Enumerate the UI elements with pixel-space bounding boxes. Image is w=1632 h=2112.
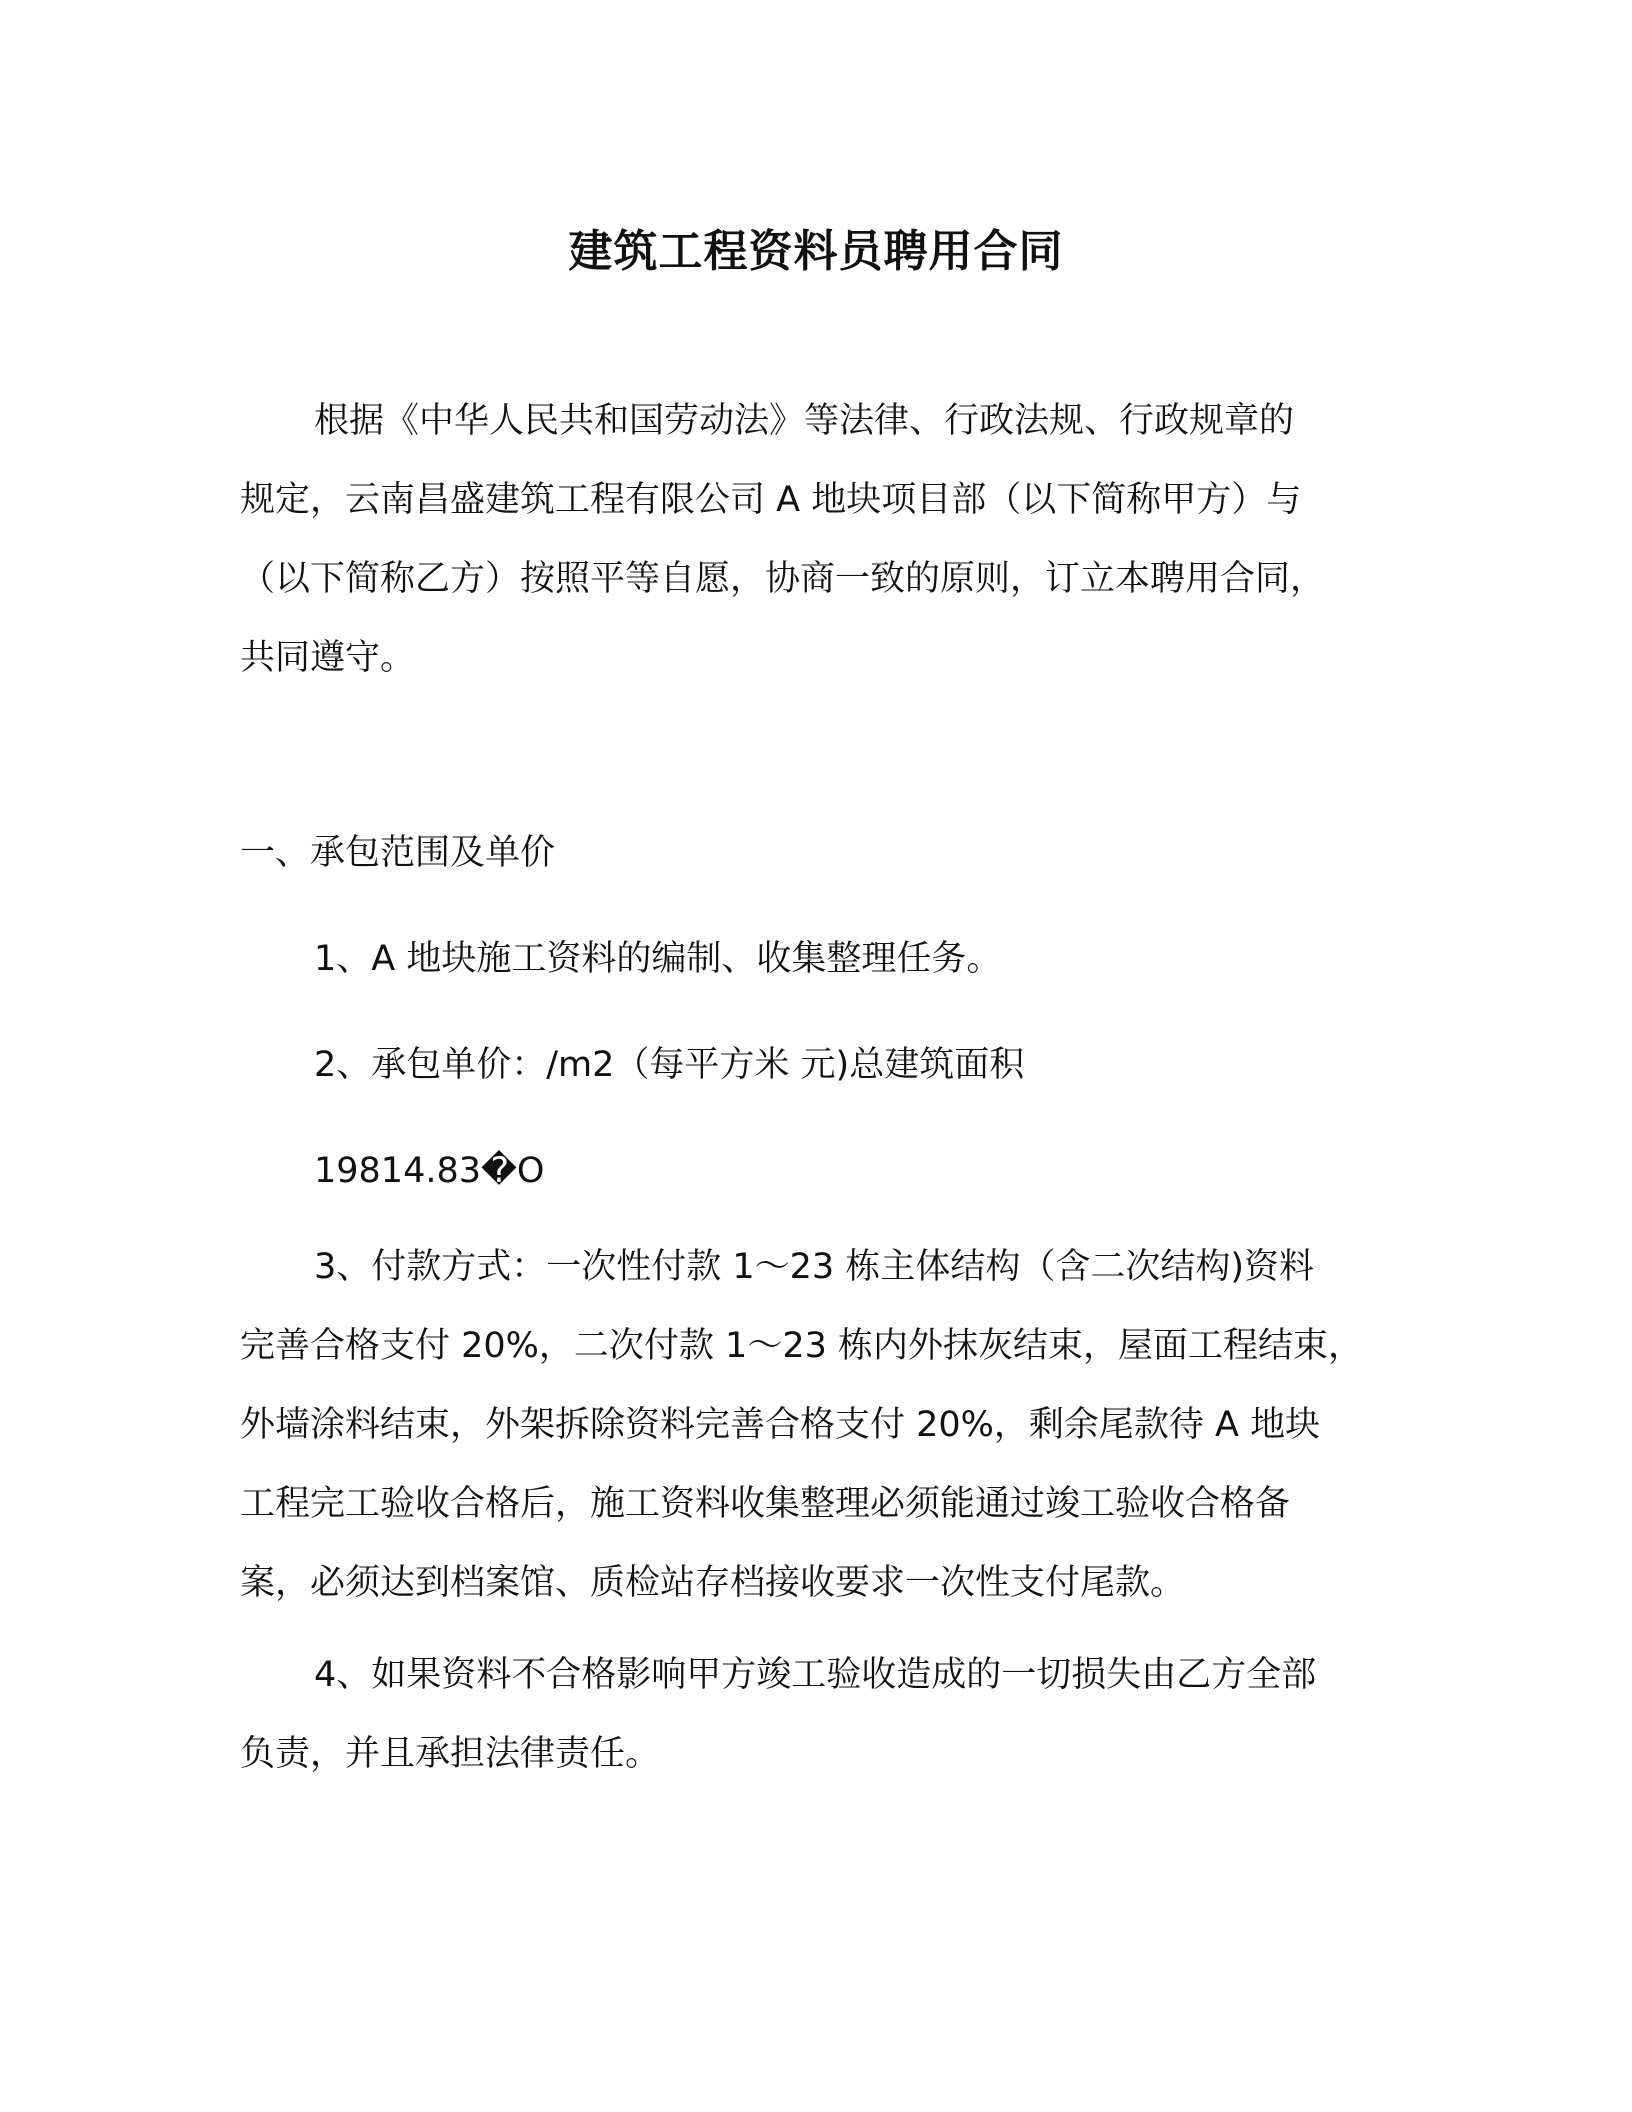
item-2: 2、承包单价：/m2（每平方米 元)总建筑面积 — [314, 1045, 1025, 1085]
item-3-paragraph — [240, 1228, 1400, 1623]
item-4-paragraph — [240, 1636, 1400, 1794]
section-1-heading: 一、承包范围及单价 — [240, 833, 556, 873]
item-4-line-2: 负责，并且承担法律责任。 — [240, 1734, 661, 1774]
item-1: 1、A 地块施工资料的编制、收集整理任务。 — [314, 939, 1002, 979]
item-3-line-3: 外墙涂料结束，外架拆除资料完善合格支付 20%，剩余尾款待 A 地块 — [240, 1405, 1321, 1445]
item-3-line-1: 3、付款方式：一次性付款 1～23 栋主体结构（含二次结构)资料 — [314, 1247, 1314, 1287]
item-2-area-value: 19814.83�O — [314, 1151, 545, 1191]
intro-line-1: 根据《中华人民共和国劳动法》等法律、行政法规、行政规章的 — [314, 401, 1295, 441]
item-3-line-4: 工程完工验收合格后，施工资料收集整理必须能通过竣工验收合格备 — [240, 1484, 1291, 1524]
intro-line-3: （以下简称乙方）按照平等自愿，协商一致的原则，订立本聘用合同， — [240, 559, 1326, 599]
intro-line-2: 规定，云南昌盛建筑工程有限公司 A 地块项目部（以下简称甲方）与 — [240, 480, 1302, 520]
document-title: 建筑工程资料员聘用合同 — [568, 226, 1064, 277]
intro-line-4: 共同遵守。 — [240, 638, 416, 678]
item-4-line-1: 4、如果资料不合格影响甲方竣工验收造成的一切损失由乙方全部 — [314, 1655, 1317, 1695]
intro-paragraph — [240, 382, 1400, 698]
item-3-line-5: 案，必须达到档案馆、质检站存档接收要求一次性支付尾款。 — [240, 1563, 1186, 1603]
item-3-line-2: 完善合格支付 20%，二次付款 1～23 栋内外抹灰结束，屋面工程结束， — [240, 1326, 1363, 1366]
